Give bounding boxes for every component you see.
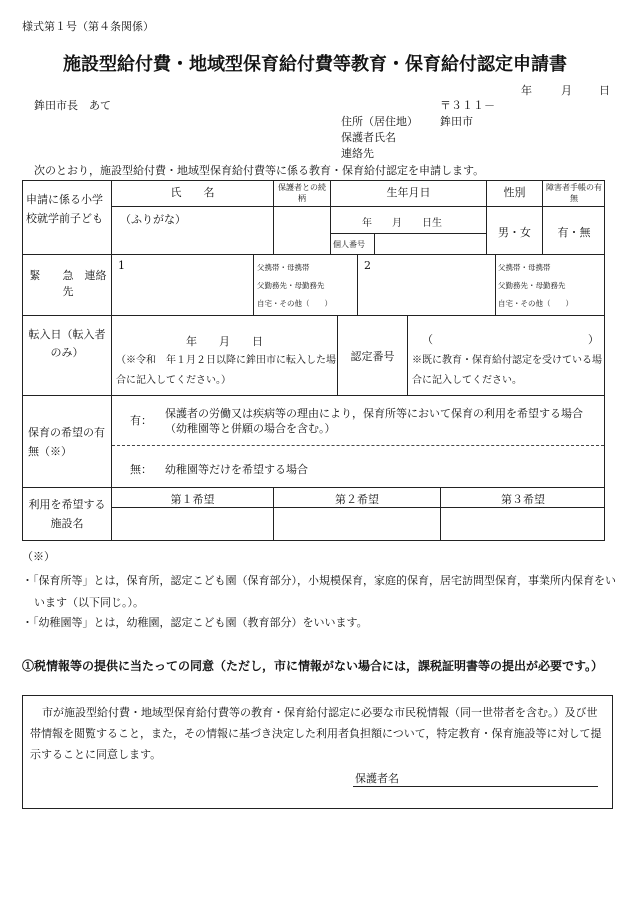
emergency-contact-label: 緊 急 連絡先	[29, 269, 107, 298]
certification-number-field[interactable]	[434, 326, 584, 346]
date-day-label: 日	[599, 84, 610, 97]
consent-body: 市が施設型給付費・地域型保育給付費等の教育・保育給付認定に必要な市民税情報（同一世帯者を含む。）及び世帯情報を閲覧すること，また，その情報に基づき決定した利用者負担額について，特定教育・保育施設等に対して提示することに同意します。	[30, 706, 602, 761]
hope-divider	[112, 445, 604, 446]
col-disability-header: 障害者手帳の有無	[546, 183, 602, 203]
certification-number-label: 認定番号	[350, 350, 395, 363]
transfer-date-field[interactable]: 年 月 日	[186, 335, 263, 348]
choice-2-header: 第２希望	[335, 493, 379, 506]
intro-text: 次のとおり，施設型給付費・地域型保育給付費等に係る教育・保育給付認定を申請します。	[34, 164, 485, 177]
relation-field[interactable]	[274, 207, 330, 254]
consent-signature-label: 保護者名	[355, 772, 399, 785]
facility-label: 利用を希望する施設名	[28, 498, 106, 530]
certification-note: ※既に教育・保育給付認定を受けている場合に記入してください。	[412, 355, 602, 386]
transfer-note: （※令和 年１月２日以降に鉾田市に転入した場合に記入してください。）	[116, 355, 336, 386]
personal-number-field[interactable]	[375, 234, 486, 254]
hope-yes-option[interactable]: 有：	[130, 414, 152, 427]
emergency-1-option-mobile[interactable]: 父携帯・母携帯	[257, 263, 310, 272]
consent-signature-line[interactable]	[353, 786, 598, 787]
personal-number-label: 個人番号	[333, 240, 365, 249]
page-title: 施設型給付費・地域型保育給付費等教育・保育給付認定申請書	[63, 54, 567, 75]
col-name-header: 氏 名	[170, 186, 215, 199]
form-number: 様式第１号（第４条関係）	[22, 20, 154, 33]
nursery-hope-label: 保育の希望の有無（※）	[28, 426, 105, 458]
addressee: 鉾田市長 あて	[34, 99, 111, 112]
birthdate-field[interactable]: 年 月 日生	[362, 218, 442, 229]
sex-select[interactable]: 男・女	[498, 226, 531, 239]
emergency-2-option-mobile[interactable]: 父携帯・母携帯	[498, 263, 551, 272]
transfer-date-label: 転入日（転入者のみ）	[28, 328, 106, 359]
cert-paren-open: （	[422, 333, 433, 346]
choice-3-header: 第３希望	[501, 493, 545, 506]
choice-1-field[interactable]	[112, 508, 273, 541]
note-nursery-definition: ・「保育所等」とは，保育所，認定こども園（保育部分），小規模保育，家庭的保育，居宅訪問型保育，事業所内保育をいいます（以下同じ。）。	[22, 574, 616, 609]
emergency-1-option-home[interactable]: 自宅・その他（ ）	[257, 299, 332, 308]
contact-label: 連絡先	[341, 147, 374, 160]
address-label: 住所（居住地）	[341, 115, 418, 128]
emergency-1-option-work[interactable]: 父勤務先・母勤務先	[257, 281, 325, 290]
emergency-2-option-home[interactable]: 自宅・その他（ ）	[498, 299, 573, 308]
guardian-name-label: 保護者氏名	[341, 131, 396, 144]
consent-heading: ①税情報等の提供に当たっての同意（ただし，市に情報がない場合には，課税証明書等の提出が必要です。）	[22, 659, 604, 673]
notes-mark: （※）	[22, 550, 55, 563]
hope-no-description: 幼稚園等だけを希望する場合	[165, 463, 308, 476]
disability-select[interactable]: 有・無	[557, 226, 591, 239]
col-relation-header: 保護者との続柄	[278, 183, 326, 203]
hope-no-option[interactable]: 無：	[130, 463, 152, 476]
choice-2-field[interactable]	[274, 508, 440, 541]
col-birthdate-header: 生年月日	[386, 186, 431, 199]
emergency-2-option-work[interactable]: 父勤務先・母勤務先	[498, 281, 566, 290]
address-field[interactable]: 鉾田市	[440, 115, 473, 128]
choice-3-field[interactable]	[441, 508, 605, 541]
note-kindergarten-definition: ・「幼稚園等」とは，幼稚園，認定こども園（教育部分）をいいます。	[22, 616, 368, 629]
emergency-contact-1-field[interactable]: 1	[118, 259, 125, 272]
child-label: 申請に係る小学校就学前子ども	[26, 193, 103, 225]
hope-yes-description: 保護者の労働又は疾病等の理由により，保育所等において保育の利用を希望する場合（幼稚園等と併願の場合を含む。）	[165, 407, 583, 435]
col-sex-header: 性別	[503, 186, 526, 199]
choice-1-header: 第１希望	[170, 493, 215, 506]
emergency-contact-2-field[interactable]: 2	[364, 259, 371, 272]
furigana-field[interactable]: （ふりがな）	[120, 213, 186, 226]
date-month-label: 月	[561, 84, 572, 97]
date-year-label: 年	[521, 84, 532, 97]
postal-code-field[interactable]: 〒３１１－	[440, 99, 495, 112]
cert-paren-close: ）	[588, 333, 599, 346]
